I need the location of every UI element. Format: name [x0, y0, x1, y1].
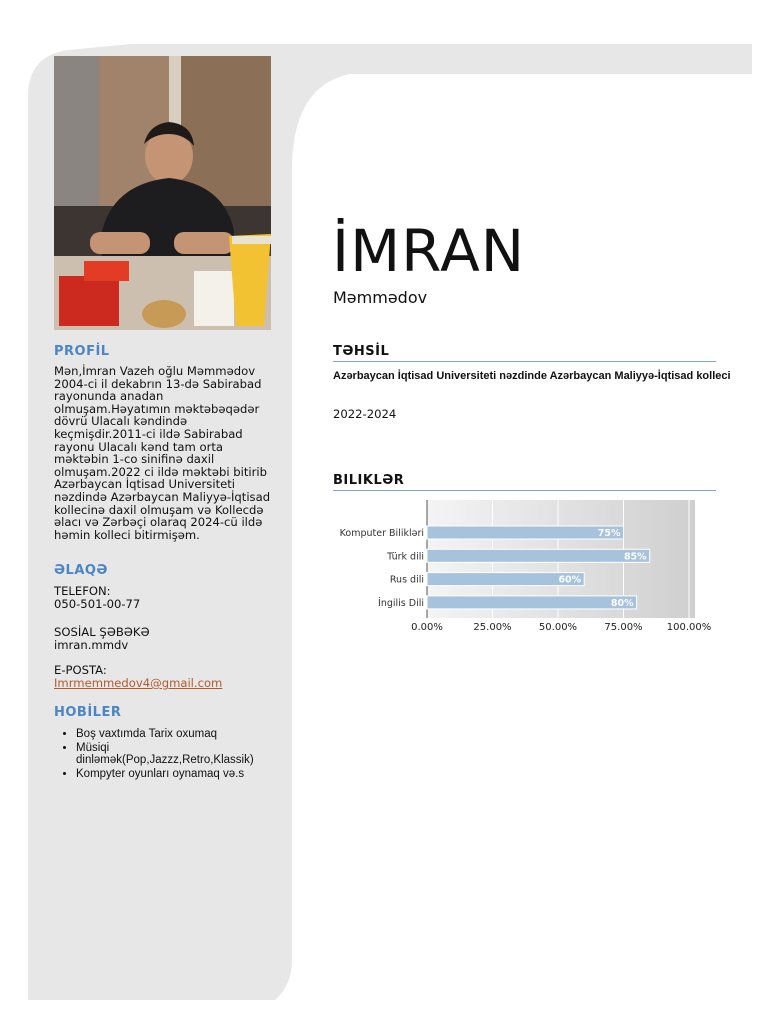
education-years: 2022-2024 — [333, 407, 397, 421]
data-label: 75% — [597, 528, 621, 539]
email-link[interactable]: Imrmemmedov4@gmail.com — [54, 676, 223, 690]
hobby-item: • Kompyter oyunları oynamaq və.s — [76, 768, 306, 780]
bar — [427, 596, 637, 609]
education-school: Azərbaycan İqtisad Universiteti nəzdinde Azərbaycan Maliyyə-İqtisad kolleci — [333, 370, 731, 382]
contact-title: ƏLAQƏ — [54, 563, 108, 578]
category-label: Komputer Bilikləri — [339, 528, 424, 539]
bar — [427, 526, 624, 539]
skills-divider — [333, 490, 716, 491]
skills-chart — [330, 498, 730, 638]
x-tick-label: 50.00% — [538, 622, 578, 633]
social-value: imran.mmdv — [54, 638, 129, 652]
hobbies-title: HOBİLER — [54, 705, 122, 720]
data-label: 80% — [610, 597, 634, 609]
x-tick-label: 75.00% — [604, 622, 643, 633]
x-tick-label: 0.00% — [411, 622, 443, 633]
category-label: İngilis Dili — [378, 597, 424, 609]
x-tick-label: 100.00% — [666, 622, 712, 633]
data-label: 85% — [623, 551, 647, 563]
education-title: TƏHSİL — [333, 344, 390, 359]
education-divider — [333, 361, 716, 362]
profile-text: Mən,İmran Vazeh oğlu Məmmədov 2004-ci il dekabrın 13-də Sabirabad rayonunda anadan olmuşam.Həyatımın məktəbəqədər dövrü Ulacalı kəndində keçmişdir.2011-ci ildə Sabirabad rayonu Ulacalı kənd tam orta məktəbin 1-co sinifinə daxil olmuşam.2022 ci ildə məktəbi bitirib Azərbaycan İqtisad Universiteti nəzdində Azərbaycan Maliyyə-İqtisad kollecinə daxil olmuşam və Kollecdə əlacı və Zərbəçi olaraq 2024-cü ildə həmin kolleci bitirmişəm. — [54, 364, 271, 542]
first-name: İMRAN — [332, 217, 526, 285]
hobby-item: • Boş vaxtımda Tarix oxumaq — [76, 728, 306, 740]
bar — [427, 549, 650, 562]
phone-label: TELEFON: — [54, 584, 111, 598]
email-label: E-POSTA: — [54, 663, 107, 677]
phone-value: 050-501-00-77 — [54, 597, 141, 611]
profile-photo — [54, 56, 271, 330]
hobbies-list — [54, 728, 306, 782]
category-label: Rus dili — [389, 574, 424, 586]
profile-title: PROFİL — [54, 344, 110, 359]
last-name: Məmmədov — [333, 288, 428, 307]
x-tick-label: 25.00% — [473, 622, 512, 633]
hobby-item: • Müsiqi dinləmək(Pop,Jazzz,Retro,Klassik) — [76, 742, 246, 766]
skills-title: BILIKLƏR — [333, 473, 405, 488]
category-label: Türk dili — [387, 551, 424, 563]
data-label: 60% — [558, 574, 582, 586]
social-label: SOSİAL ŞƏBƏKƏ — [54, 625, 150, 639]
